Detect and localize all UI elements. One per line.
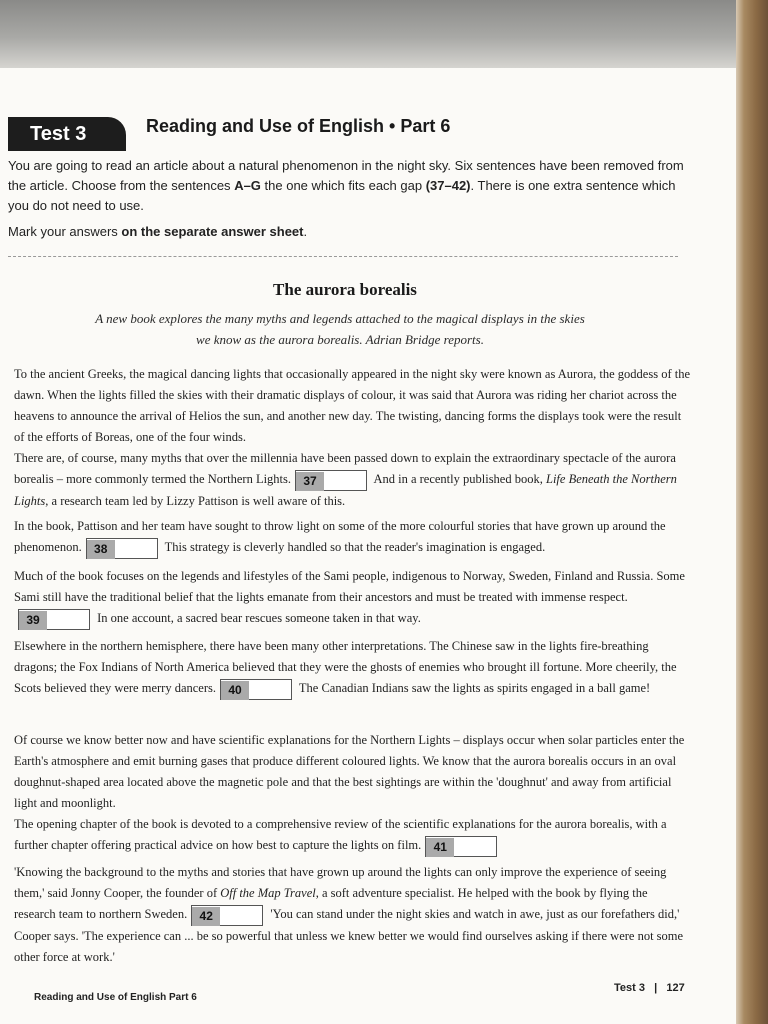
paragraph-5: Elsewhere in the northern hemisphere, there have been many other interpretations. The Chinese saw in the lights fire-breathing dragons; the Fox Indians of North America believed that they were the ghosts of enemies who brought ill fortune. More cheerily, the Scots believed they were merry dancers. 40 The Canadian Indians saw the lights as spirits engaged in a ball game! xyxy=(14,636,692,700)
gap-41-box[interactable] xyxy=(425,836,497,857)
paragraph-4: Much of the book focuses on the legends and lifestyles of the Sami people, indigenous to Norway, Sweden, Finland and Russia. Some Sami still have the traditional belief that the lights emanate from their ancestors and must be treated with immense respect.39 In one account, a sacred bear rescues someone taken in that way. xyxy=(14,566,692,630)
gap-40-box[interactable] xyxy=(220,679,292,700)
gap-40-number: 40 xyxy=(221,681,249,700)
gap-38-box[interactable] xyxy=(86,538,158,559)
paragraph-1: To the ancient Greeks, the magical dancing lights that occasionally appeared in the night sky were known as Aurora, the goddess of the dawn. When the lights filled the skies with their dramatic displays of colour, it was said that Aurora was riding her chariot across the heavens to announce the arrival of Helios the sun, and another new day. The twisting, dancing forms the displays took were the result of the efforts of Boreas, one of the four winds. xyxy=(14,367,691,444)
test-label-tab: Test 3 xyxy=(8,117,126,151)
gap-42-box[interactable] xyxy=(191,905,263,926)
paragraph-6: Of course we know better now and have scientific explanations for the Northern Lights – displays occur when solar particles enter the Earth's atmosphere and emit burning gases that produce different coloured lights. We know that the aurora borealis occurs in an oval doughnut-shaped area located above the magnetic pole and that the best sightings are within the 'doughnut' and away from artificial light and moonlight. xyxy=(14,733,685,810)
article-title: The aurora borealis xyxy=(273,280,417,299)
gap-42-number: 42 xyxy=(192,907,220,926)
divider xyxy=(8,256,678,257)
paragraph-3: In the book, Pattison and her team have sought to throw light on some of the more colourful stories that have grown up around the phenomenon. 38 This strategy is cleverly handled so that the reader's imagination is engaged. xyxy=(14,516,692,559)
page-number: 127 xyxy=(666,982,685,994)
instructions xyxy=(8,156,688,242)
gap-37-number: 37 xyxy=(296,472,324,491)
paragraph-8: 'Knowing the background to the myths and stories that have grown up around the lights can only improve the experience of seeing them,' said Jonny Cooper, the founder of Off the Map Travel, a soft adventure specialist. He helped with the book by flying the research team to northern Sweden. 42 'You can stand under the night skies and watch in awe, just as our forefathers did,' Cooper says. 'The experience can ... be so powerful that unless we knew better we would find ourselves asking if there were not some other force at work.' xyxy=(14,865,684,964)
footer-section-label: Reading and Use of English Part 6 xyxy=(34,992,197,1003)
footer-separator: | xyxy=(654,982,658,994)
article-subtitle: A new book explores the many myths and legends attached to the magical displays in the skies we know as the aurora borealis. Adrian Bridge reports. xyxy=(95,311,585,347)
footer-page-info xyxy=(614,982,685,994)
footer-test-label: Test 3 xyxy=(614,982,645,994)
gap-41-number: 41 xyxy=(426,838,454,857)
gap-39-box[interactable] xyxy=(18,609,90,630)
paragraph-2: There are, of course, many myths that over the millennia have been passed down to explain the extraordinary spectacle of the aurora borealis – more commonly termed the Northern Lights. 37 And in a recently published book, Life Beneath the Northern Lights, a research team led by Lizzy Pattison is well aware of this. xyxy=(14,451,677,508)
book-spine-edge xyxy=(736,0,768,1024)
paragraph-7: The opening chapter of the book is devoted to a comprehensive review of the scientific explanations for the aurora borealis, with a further chapter offering practical advice on how best to capture the lights on film. 41 xyxy=(14,814,692,857)
page-top-shadow xyxy=(0,0,736,68)
gap-38-number: 38 xyxy=(87,540,115,559)
gap-39-number: 39 xyxy=(19,611,47,630)
gap-37-box[interactable] xyxy=(295,470,367,491)
instructions-text: You are going to read an article about a natural phenomenon in the night sky. Six sentences have been removed from the article. Choose from the sentences A–G the one which fits each gap (37–42). There is one extra sentence which you do not need to use. xyxy=(8,158,684,213)
answer-sheet-note: Mark your answers on the separate answer sheet. xyxy=(8,224,308,239)
section-title: Reading and Use of English • Part 6 xyxy=(146,116,451,136)
